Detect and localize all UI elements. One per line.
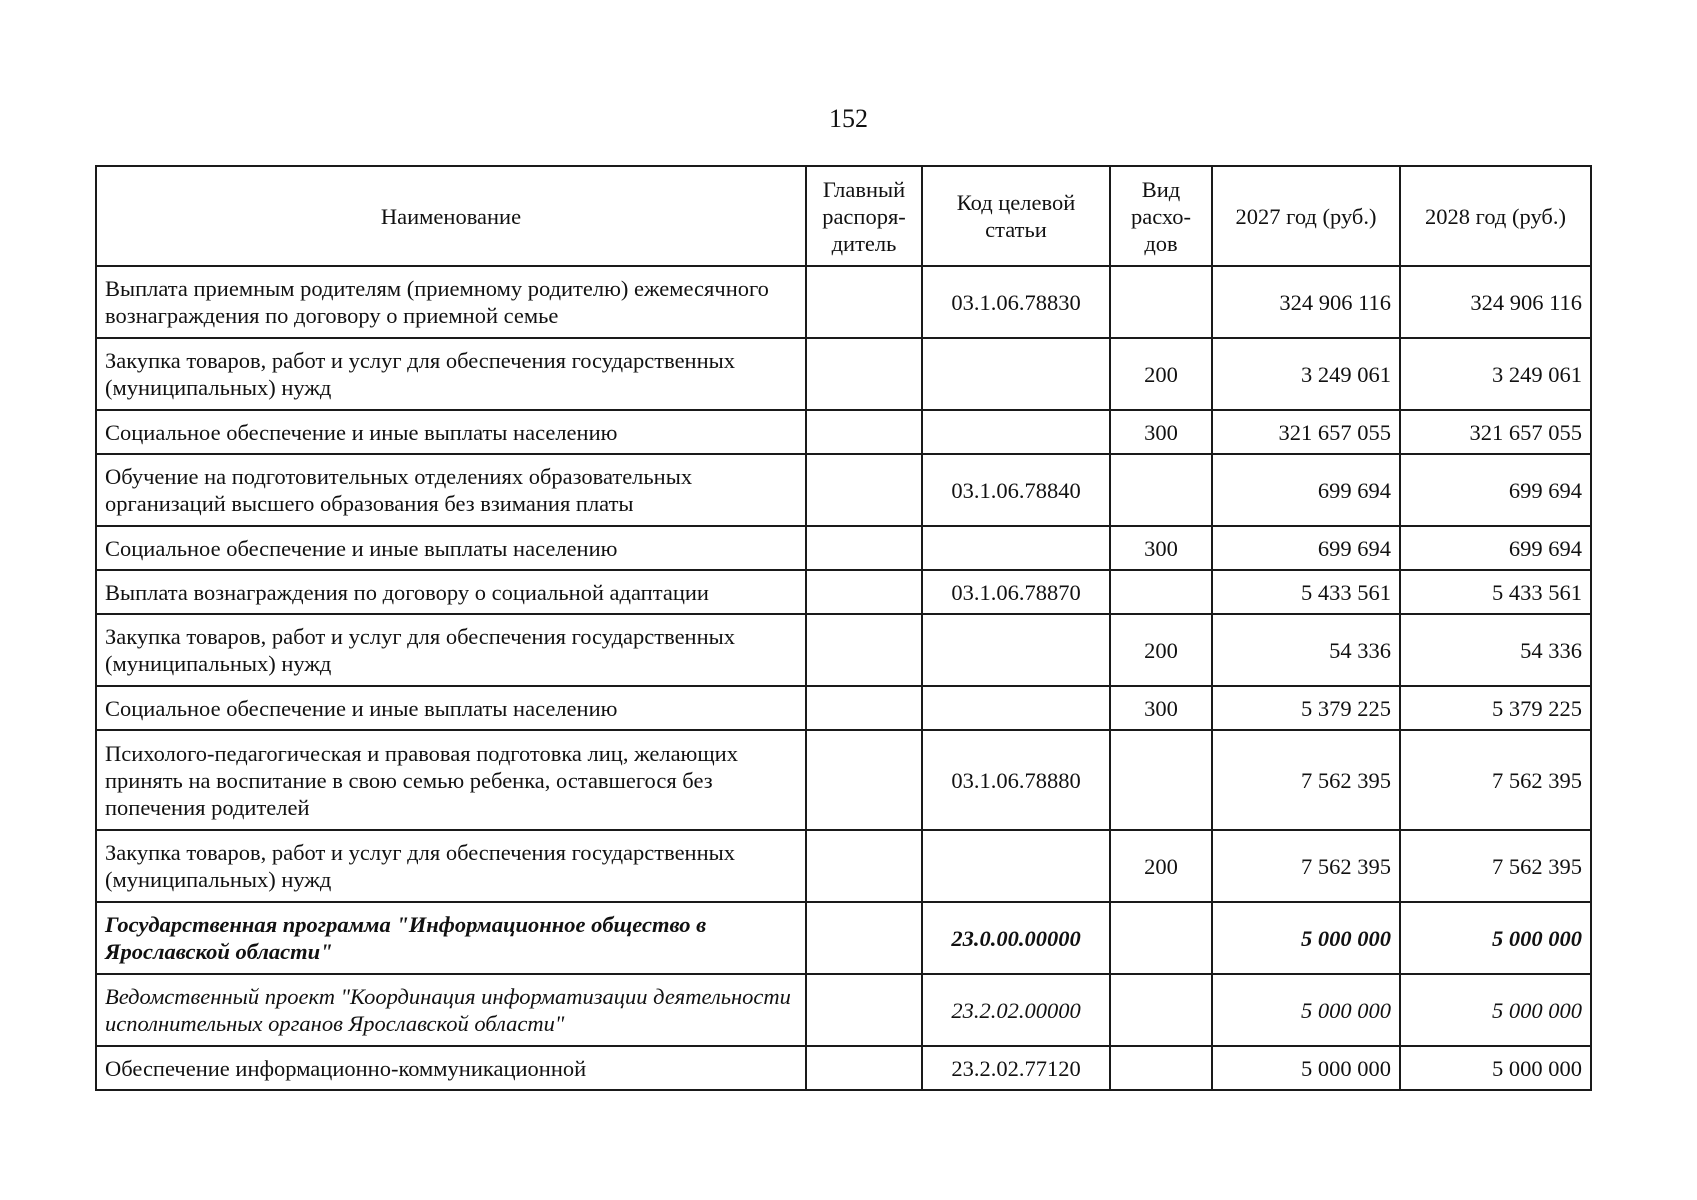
row-target-code: 23.2.02.77120 — [922, 1046, 1110, 1090]
row-distributor — [806, 526, 922, 570]
row-value-2028: 54 336 — [1400, 614, 1591, 686]
row-value-2028: 699 694 — [1400, 454, 1591, 526]
row-target-code: 23.0.00.00000 — [922, 902, 1110, 974]
row-expense-type — [1110, 266, 1212, 338]
row-value-2028: 3 249 061 — [1400, 338, 1591, 410]
table-header-row — [96, 166, 1591, 266]
table-row — [96, 730, 1591, 830]
row-expense-type: 300 — [1110, 686, 1212, 730]
row-target-code: 23.2.02.00000 — [922, 974, 1110, 1046]
row-value-2027: 699 694 — [1212, 454, 1400, 526]
row-value-2028: 5 379 225 — [1400, 686, 1591, 730]
table-row — [96, 830, 1591, 902]
table-row — [96, 614, 1591, 686]
row-name: Обучение на подготовительных отделениях образовательных организаций высшего образования без взимания платы — [96, 454, 806, 526]
row-name: Закупка товаров, работ и услуг для обеспечения государственных (муниципальных) нужд — [96, 614, 806, 686]
row-expense-type: 300 — [1110, 526, 1212, 570]
row-value-2028: 5 000 000 — [1400, 1046, 1591, 1090]
row-name: Социальное обеспечение и иные выплаты населению — [96, 410, 806, 454]
row-value-2028: 5 433 561 — [1400, 570, 1591, 614]
row-name: Закупка товаров, работ и услуг для обеспечения государственных (муниципальных) нужд — [96, 830, 806, 902]
row-value-2027: 7 562 395 — [1212, 730, 1400, 830]
row-distributor — [806, 614, 922, 686]
row-distributor — [806, 902, 922, 974]
row-value-2028: 699 694 — [1400, 526, 1591, 570]
table-row — [96, 1046, 1591, 1090]
row-name: Социальное обеспечение и иные выплаты населению — [96, 686, 806, 730]
row-target-code: 03.1.06.78880 — [922, 730, 1110, 830]
row-name: Выплата приемным родителям (приемному родителю) ежемесячного вознаграждения по договору о приемной семье — [96, 266, 806, 338]
row-value-2027: 5 379 225 — [1212, 686, 1400, 730]
row-distributor — [806, 686, 922, 730]
table-row — [96, 454, 1591, 526]
table-row — [96, 410, 1591, 454]
header-name: Наименование — [96, 166, 806, 266]
row-name: Выплата вознаграждения по договору о социальной адаптации — [96, 570, 806, 614]
row-distributor — [806, 570, 922, 614]
row-name: Психолого-педагогическая и правовая подготовка лиц, желающих принять на воспитание в свою семью ребенка, оставшегося без попечения родителей — [96, 730, 806, 830]
row-name: Социальное обеспечение и иные выплаты населению — [96, 526, 806, 570]
row-value-2028: 7 562 395 — [1400, 830, 1591, 902]
row-value-2027: 5 000 000 — [1212, 1046, 1400, 1090]
row-target-code: 03.1.06.78840 — [922, 454, 1110, 526]
row-target-code — [922, 410, 1110, 454]
row-value-2027: 321 657 055 — [1212, 410, 1400, 454]
row-distributor — [806, 454, 922, 526]
row-expense-type: 300 — [1110, 410, 1212, 454]
row-target-code — [922, 338, 1110, 410]
row-value-2027: 54 336 — [1212, 614, 1400, 686]
row-distributor — [806, 410, 922, 454]
row-value-2027: 5 433 561 — [1212, 570, 1400, 614]
table-row — [96, 526, 1591, 570]
header-target-code: Код целевой статьи — [922, 166, 1110, 266]
header-year-2028: 2028 год (руб.) — [1400, 166, 1591, 266]
row-name: Закупка товаров, работ и услуг для обеспечения государственных (муниципальных) нужд — [96, 338, 806, 410]
row-distributor — [806, 830, 922, 902]
row-expense-type — [1110, 974, 1212, 1046]
header-year-2027: 2027 год (руб.) — [1212, 166, 1400, 266]
row-target-code — [922, 830, 1110, 902]
row-distributor — [806, 1046, 922, 1090]
row-target-code: 03.1.06.78830 — [922, 266, 1110, 338]
table-row — [96, 686, 1591, 730]
row-value-2028: 5 000 000 — [1400, 902, 1591, 974]
table-row — [96, 338, 1591, 410]
row-name: Государственная программа "Информационное общество в Ярославской области" — [96, 902, 806, 974]
row-expense-type — [1110, 902, 1212, 974]
row-distributor — [806, 730, 922, 830]
row-value-2027: 324 906 116 — [1212, 266, 1400, 338]
row-value-2028: 5 000 000 — [1400, 974, 1591, 1046]
page-number: 152 — [829, 104, 868, 133]
row-value-2028: 324 906 116 — [1400, 266, 1591, 338]
row-distributor — [806, 338, 922, 410]
header-distributor: Главный распоря-дитель — [806, 166, 922, 266]
row-value-2027: 699 694 — [1212, 526, 1400, 570]
row-distributor — [806, 266, 922, 338]
table-row — [96, 974, 1591, 1046]
row-expense-type: 200 — [1110, 338, 1212, 410]
row-target-code: 03.1.06.78870 — [922, 570, 1110, 614]
row-expense-type — [1110, 1046, 1212, 1090]
row-value-2027: 5 000 000 — [1212, 902, 1400, 974]
table-row — [96, 266, 1591, 338]
row-distributor — [806, 974, 922, 1046]
row-expense-type: 200 — [1110, 614, 1212, 686]
row-expense-type — [1110, 454, 1212, 526]
row-expense-type: 200 — [1110, 830, 1212, 902]
budget-table — [95, 165, 1592, 1091]
row-value-2028: 321 657 055 — [1400, 410, 1591, 454]
row-target-code — [922, 526, 1110, 570]
table-row — [96, 902, 1591, 974]
row-value-2027: 5 000 000 — [1212, 974, 1400, 1046]
row-target-code — [922, 614, 1110, 686]
row-target-code — [922, 686, 1110, 730]
row-value-2027: 3 249 061 — [1212, 338, 1400, 410]
row-expense-type — [1110, 570, 1212, 614]
row-name: Ведомственный проект "Координация информатизации деятельности исполнительных органов Ярославской области" — [96, 974, 806, 1046]
row-expense-type — [1110, 730, 1212, 830]
row-value-2027: 7 562 395 — [1212, 830, 1400, 902]
table-row — [96, 570, 1591, 614]
row-name: Обеспечение информационно-коммуникационной — [96, 1046, 806, 1090]
header-expense-type: Вид расхо-дов — [1110, 166, 1212, 266]
row-value-2028: 7 562 395 — [1400, 730, 1591, 830]
